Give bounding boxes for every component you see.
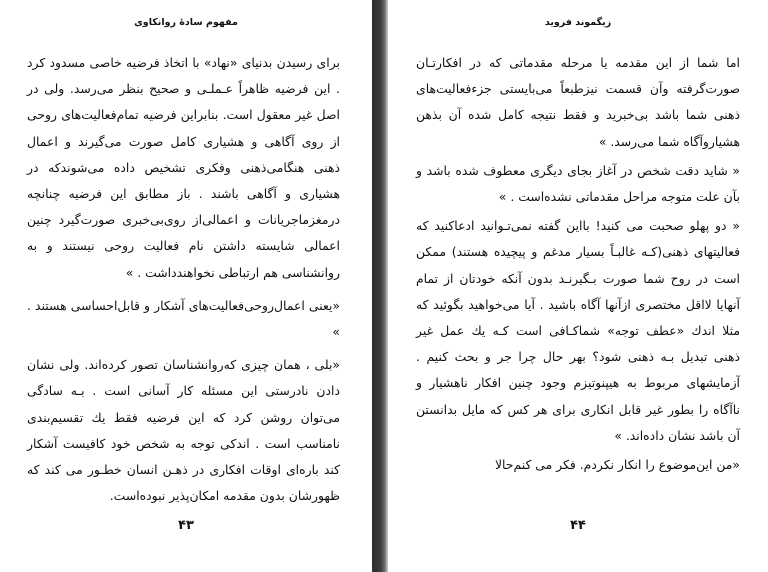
paragraph: « دو پهلو صحبت می کنید! بااین گفته نمی‌تـوانید ادعاکنید که فعالیتهای ذهنی(کـه غالبـاً بسیار مدغم و پیچیده هستند) ممکن است در روح شما صورت بـگیرنـد بدون آنکه خودتان از تمام آنهایا لااقل مختصری ازآنها آگاه باشید . آیا می‌خواهید بگوئید که مثلا اندك «عطف توجه» شماکـافی است کـه یك عمل غیر ذهنی تبدیل بـه ذهنی شود؟ بهر حال چرا جر و بحث کنیم . آزمایشهای مربوط به هیپنوتیزم وجود چنین افکار ناهشیار و ناآگاه را بطور غیر قابل انکاری برای هر کس که مایل بدانستن آن باشد نشان داده‌اند. » (416, 218, 740, 443)
book-gutter (372, 0, 388, 572)
right-page-text (416, 50, 740, 478)
paragraph: « شاید دقت شخص در آغاز بجای دیگری معطوف شده باشد و بآن علت متوجه مراحل مقدماتی نشده‌است . » (416, 162, 740, 205)
paragraph: «من این‌موضوع را انکار نکردم. فکر می کنم‌حالا (494, 457, 740, 473)
paragraph: «یعنی اعمال‌روحی‌فعالیت‌های آشکار و قابل‌احساسی هستند . » (27, 297, 340, 340)
left-page-text (27, 50, 340, 509)
paragraph: اما شما از این مقدمه یا مرحله مقدماتی که در افکارتـان صورت‌گرفته وآن قسمت نیزطبعاً می‌بایستی جزءفعالیت‌های ذهنی شما باشد بی‌خبرید و فقط نتیجه کامل شده آن بذهن هشیاروآگاه شما می‌رسد. » (416, 55, 740, 149)
left-page (0, 0, 372, 572)
running-head-right: زیگموند فروید (544, 17, 612, 28)
running-head-left: مفهوم سادهٔ روانکاوی (134, 17, 238, 28)
page-number-left: ۴۳ (178, 518, 194, 533)
paragraph: «بلی ، همان چیزی کەروانشناسان تصور کرده‌اند. ولی نشان دادن نادرستی این مسئله کار آسانی است . بـه سادگی می‌توان روشن کرد که این فرضیه فقط یك تقسیم‌بندی نامناسب است . اندکی توجه به شخص خود کافیست آشکار کند بارەای اوقات افکاری در ذهـن انسان خطـور می کند که ظهورشان بدون مقدمه امکان‌پذیر نبوده‌است. (27, 357, 340, 504)
paragraph: برای رسیدن بدنیای «نهاد» با اتخاذ فرضیه خاصی مسدود کرد . این فرضیه ظاهراً عـملـی و صحیح بنظر می‌رسد. ولی در اصل غیر معقول است. بنابراین فرضیه تمام‌فعالیت‌های روحی از روی آگاهی و هشیاری کامل صورت می‌گیرند و اعمال ذهنی هنگامی‌ذهنی وفکری تشخیص داده می‌شوندکه در هشیاری و آگاهی باشند . باز مطابق این فرضیه چنانچه درمغزماجریانات و اعمالی‌از روی‌بی‌خبری صورت‌گیرد چنین اعمالی شایسته داشتن نام فعالیت روحی نیستند و به روانشناسی هم ارتباطی نخواهندداشت . » (27, 55, 340, 280)
page-number-right: ۴۴ (570, 518, 586, 533)
right-page (388, 0, 768, 572)
